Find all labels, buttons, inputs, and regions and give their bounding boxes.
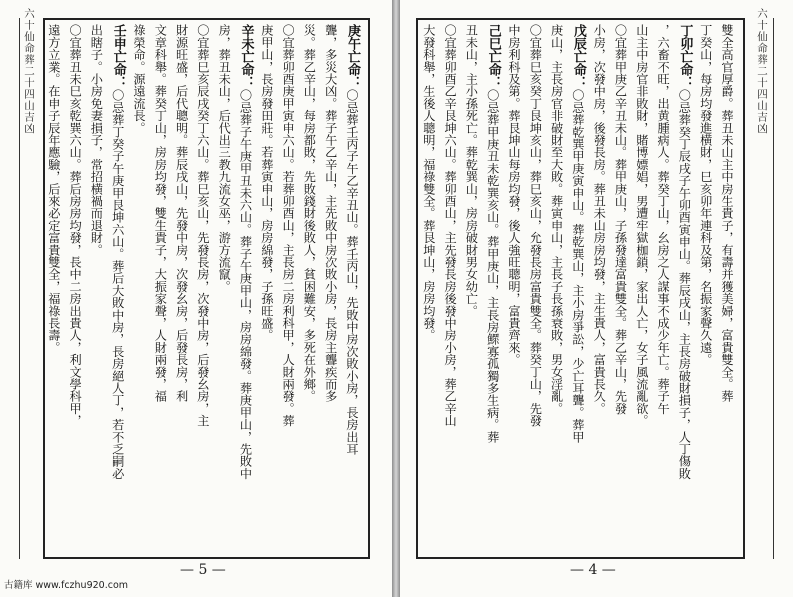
column-text: 遠方立業。在申子辰年應驗，后來必定富貴雙全，福祿長壽。: [46, 24, 61, 354]
column-text: 山主中房官非敗財，賭博嫖娼，男遭牢獄枷鎖，家出人亡，女子風流亂欲。: [634, 24, 649, 427]
column-text: 大發科舉，生後人聰明，福祿雙全。葬艮坤山，房房均發。: [421, 24, 436, 342]
column-text: 〇宜葬卯酉乙辛艮坤六山。葬卯酉山，主先發長房後發中房小房，葬乙辛山: [443, 24, 458, 427]
column-text: 〇宜葬巳亥辰戌癸丁六山。葬巳亥山，先發長房，次發中房，后發幺房，主: [195, 24, 210, 427]
column-text: 庚山，主長房官非破財至大敗。葬寅申山，主長子長孫衰敗，男女淫亂。: [549, 24, 564, 415]
text-column: [108, 24, 128, 551]
text-column: [278, 24, 298, 551]
column-text: 中房利科及第。葬艮坤山每房均發，後人強旺聰明，富貴齊來。: [507, 24, 521, 366]
text-column: [193, 24, 213, 551]
life-sign-heading: 丁卯亡命：: [677, 24, 693, 89]
text-column: [696, 24, 716, 551]
column-text: 出瞎子。小房免妻損子，常招横禍而退財。: [89, 24, 104, 256]
text-column: [299, 24, 319, 551]
site-watermark: 古籍库 www.fczhu920.com: [4, 580, 129, 591]
column-text: 丁癸山，每房均發進横財，巳亥卯年連科及第，名振家聲久遠。: [698, 24, 713, 366]
right-fold-rule: [773, 18, 774, 559]
column-text: 財源旺盛，后代聰明。葬辰戌山，先發中房，次發幺房，后發長房，利: [174, 24, 189, 403]
text-column: [547, 24, 567, 551]
text-column: [632, 24, 652, 551]
text-column: [321, 24, 341, 551]
column-text: ，六畜不旺，出黄腫病人。葬癸丁山，幺房之人謀事不成少年亡。葬子午: [656, 24, 671, 415]
column-text: 〇忌葬乾巽甲庚寅申山。葬乾巽山，主小房爭訟，少亡耳聾。葬甲: [570, 89, 585, 443]
text-column: [257, 24, 277, 551]
left-running-head: 六十仙命葬二十四山吉凶: [23, 8, 35, 135]
text-column: [172, 24, 192, 551]
column-text: 〇宜葬卯酉庚甲寅申六山。若葬卯酉山，主長房二房利科甲，人財兩發。葬: [281, 24, 296, 427]
right-running-head: 六十仙命葬二十四山吉凶: [756, 8, 768, 135]
column-text: 〇忌葬子午庚甲丑未六山。葬子午庚甲山，房房綿發。葬庚甲山，先敗中: [238, 89, 253, 480]
text-column: [150, 24, 170, 551]
text-column: [717, 24, 737, 551]
column-text: 〇忌葬甲庚丑未乾巽亥山。葬甲庚山，主長房鰥寡孤獨多生病。葬: [485, 89, 500, 443]
column-text: 〇忌葬丁癸子午庚甲艮坤六山。葬后大敗中房，長房絕人丁，若不乏嗣必: [110, 89, 125, 480]
right-page-number: — 4 —: [570, 562, 616, 578]
text-column: [236, 24, 256, 551]
left-page-number: — 5 —: [180, 562, 226, 578]
column-text: 小房，次發中房，後發長房。葬丑未山房房均發，主生貴人，富貴長久。: [592, 24, 607, 415]
text-column: [342, 24, 362, 551]
column-text: 〇宜葬丑未巳亥乾巽六山。葬后房房均發，長中二房出貴人，利文學科甲，: [68, 24, 83, 427]
column-text: 〇忌葬癸丁辰戌子午卯酉寅申山。葬辰戌山，主長房破財損子，人丁傷敗: [677, 89, 692, 480]
text-column: [419, 24, 439, 551]
life-sign-heading: 辛未亡命：: [238, 24, 254, 89]
text-column: [483, 24, 503, 551]
column-text: 災。葬乙辛山，每房都敗，先敗錢財後敗人，貧困難安，多死在外鄉。: [302, 24, 317, 403]
column-text: 房，葬丑未山，后代出三教九流女巫，游方流竄。: [217, 24, 232, 293]
text-column: [44, 24, 64, 551]
text-column: [214, 24, 234, 551]
column-text: 〇宜葬甲庚乙辛丑未山。葬甲庚山，子孫發達富貴雙全。葬乙辛山，先發: [613, 24, 628, 415]
life-sign-heading: 壬申亡命：: [110, 24, 126, 89]
life-sign-heading: 庚午亡命：: [345, 24, 360, 89]
text-column: [461, 24, 481, 551]
text-column: [504, 24, 524, 551]
life-sign-heading: 己巳亡命：: [485, 24, 501, 89]
column-text: 文章科舉。葬癸丁山，房房均發，雙生貴子，大振家聲，人財兩發，福: [153, 24, 168, 403]
text-column: [65, 24, 85, 551]
column-text: 雙全高官厚爵。葬丑未山主中房生貴子，有壽并獲美婦，富貴雙全。葬: [720, 24, 734, 403]
text-column: [525, 24, 545, 551]
column-text: 庚甲山，長房發田莊。若葬寅申山，房房綿發，子孫旺盛。: [259, 24, 274, 342]
text-column: [129, 24, 149, 551]
text-column: [568, 24, 588, 551]
text-column: [653, 24, 673, 551]
left-fold-rule: [19, 18, 20, 559]
text-column: [589, 24, 609, 551]
text-column: [611, 24, 631, 551]
column-text: 聾，多災大凶。葬子午乙辛山，主先敗中房次敗小房，長房主聾疾而多: [323, 24, 338, 403]
text-column: [86, 24, 106, 551]
column-text: 〇宜葬巳亥癸丁艮坤亥山，葬巳亥山，允發長房富貴雙全。葬癸丁山，先發: [528, 24, 543, 427]
right-page: [400, 0, 793, 597]
column-text: 丑未山，主小孫死亡。葬乾巽山，房房破財男女幼亡。: [464, 24, 479, 317]
column-text: 祿榮命。源遠流長。: [132, 24, 146, 134]
left-page: [0, 0, 392, 597]
life-sign-heading: 戊辰亡命：: [570, 24, 586, 89]
text-column: [674, 24, 694, 551]
text-column: [440, 24, 460, 551]
column-text: 〇忌葬壬丙子午乙辛丑山。葬壬丙山，先敗中房次敗小房，長房出耳: [345, 89, 359, 455]
book-gutter: [392, 0, 400, 597]
